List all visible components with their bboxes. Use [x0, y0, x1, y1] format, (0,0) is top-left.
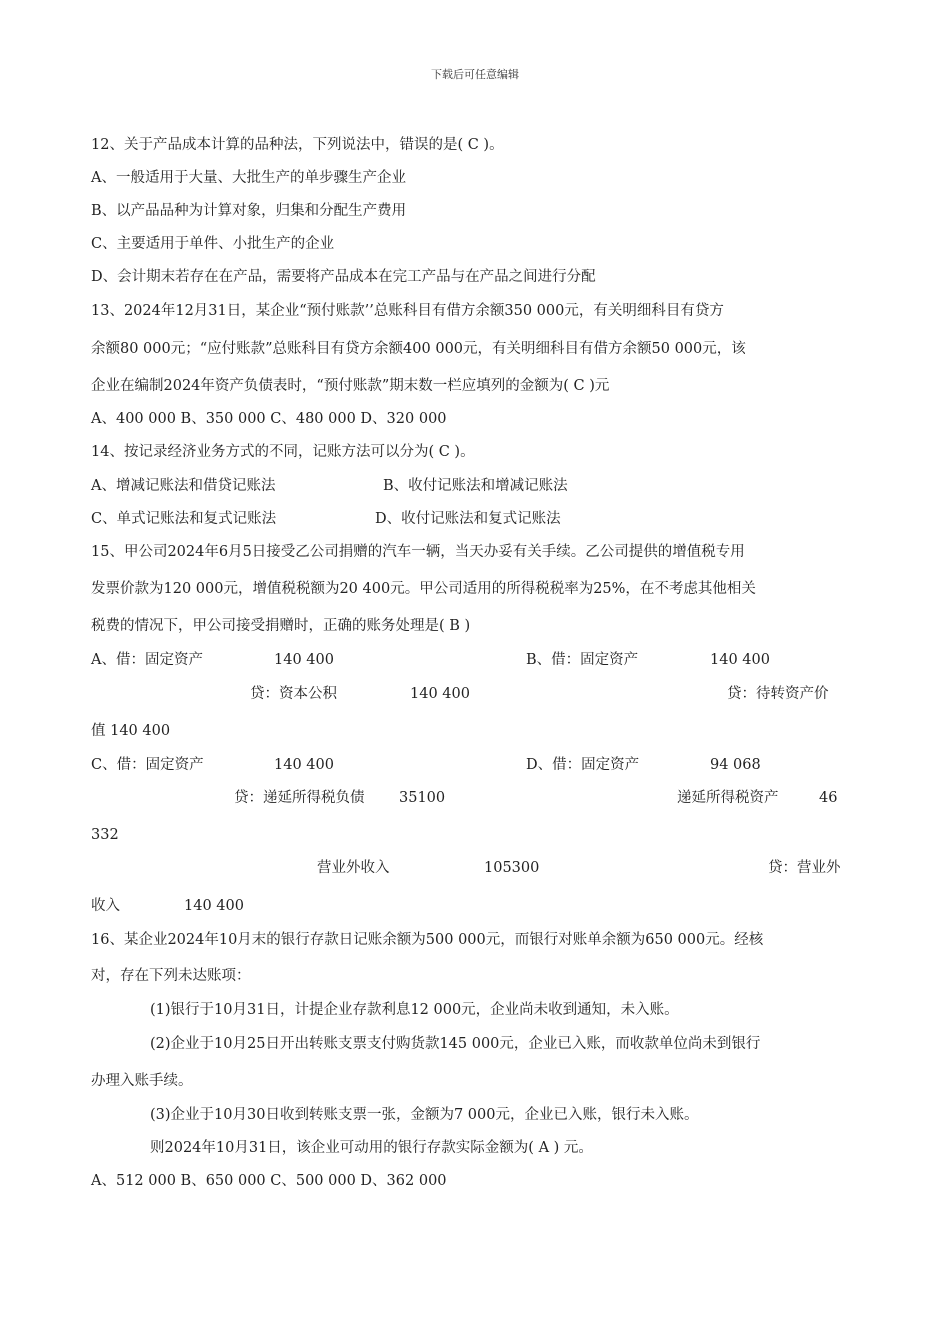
option-d-debit-amount: 94 068: [710, 757, 761, 773]
option-d-credit-2-amount: 140 400: [184, 898, 244, 914]
option-c-credit-amount: 35100: [399, 790, 446, 806]
question-13-line-2: 余额80 000元；“应付账款”总账科目有贷方余额400 000元，有关明细科目有借方余额50 000元，该: [91, 341, 746, 357]
question-16-item-2-continued: 办理入账手续。: [91, 1073, 193, 1089]
question-14-option-c: C、单式记账法和复式记账法: [91, 511, 277, 527]
question-12-stem: 12、关于产品成本计算的品种法，下列说法中，错误的是( C )。: [91, 137, 504, 153]
question-16-item-1: (1)银行于10月31日，计提企业存款利息12 000元，企业尚未收到通知，未入账。: [150, 1002, 679, 1018]
question-14-option-d: D、收付记账法和复式记账法: [375, 511, 561, 527]
question-12-option-d: D、会计期末若存在在产品，需要将产品成本在完工产品与在产品之间进行分配: [91, 269, 596, 285]
option-b-debit-label: B、借：固定资产: [526, 652, 639, 668]
question-16-line-1: 16、某企业2024年10月末的银行存款日记账余额为500 000元，而银行对账单余额为650 000元。经核: [91, 932, 764, 948]
question-15-line-2: 发票价款为120 000元，增值税税额为20 400元。甲公司适用的所得税税率为25%，在不考虑其他相关: [91, 581, 756, 597]
option-a-credit-label: 贷：资本公积: [250, 686, 337, 702]
question-15-line-1: 15、甲公司2024年6月5日接受乙公司捐赠的汽车一辆，当天办妥有关手续。乙公司提供的增值税专用: [91, 544, 745, 560]
question-12-option-c: C、主要适用于单件、小批生产的企业: [91, 236, 335, 252]
option-c-credit-2-amount: 105300: [484, 860, 540, 876]
question-14-option-b: B、收付记账法和增减记账法: [383, 478, 568, 494]
question-16-item-2: (2)企业于10月25日开出转账支票支付购货款145 000元，企业已入账，而收款单位尚未到银行: [150, 1036, 761, 1052]
option-a-debit-label: A、借：固定资产: [91, 652, 203, 668]
option-a-credit-amount: 140 400: [410, 686, 470, 702]
option-d-credit-label: 递延所得税资产: [677, 790, 779, 806]
question-16-item-3: (3)企业于10月30日收到转账支票一张，金额为7 000元，企业已入账，银行未入账。: [150, 1107, 699, 1123]
option-d-credit-amount-continued: 332: [91, 827, 119, 843]
page-header: 下载后可任意编辑: [431, 68, 519, 81]
option-d-credit-2-label-continued: 收入: [91, 898, 120, 914]
option-c-credit-2-label: 营业外收入: [317, 860, 390, 876]
option-d-debit-label: D、借：固定资产: [526, 757, 640, 773]
option-c-credit-label: 贷：递延所得税负债: [234, 790, 365, 806]
option-b-credit-label: 贷：待转资产价: [727, 686, 829, 702]
option-b-debit-amount: 140 400: [710, 652, 770, 668]
question-13-line-1: 13、2024年12月31日，某企业“预付账款’’总账科目有借方余额350 000元，有关明细科目有贷方: [91, 303, 724, 319]
question-16-options: A、512 000 B、650 000 C、500 000 D、362 000: [91, 1173, 447, 1189]
question-14-stem: 14、按记录经济业务方式的不同，记账方法可以分为( C )。: [91, 444, 475, 460]
question-12-option-b: B、以产品品种为计算对象，归集和分配生产费用: [91, 203, 407, 219]
question-13-line-3: 企业在编制2024年资产负债表时，“预付账款”期末数一栏应填列的金额为( C )元: [91, 378, 610, 394]
question-15-line-3: 税费的情况下，甲公司接受捐赠时，正确的账务处理是( B ): [91, 618, 471, 634]
option-a-debit-amount: 140 400: [274, 652, 334, 668]
option-b-credit-continued: 值 140 400: [91, 723, 171, 739]
question-16-line-2: 对，存在下列未达账项：: [91, 968, 251, 984]
question-14-option-a: A、增减记账法和借贷记账法: [91, 478, 276, 494]
option-c-debit-amount: 140 400: [274, 757, 334, 773]
option-d-credit-2-label: 贷：营业外: [768, 860, 841, 876]
question-13-options: A、400 000 B、350 000 C、480 000 D、320 000: [91, 411, 447, 427]
option-c-debit-label: C、借：固定资产: [91, 757, 204, 773]
question-16-question: 则2024年10月31日，该企业可动用的银行存款实际金额为( A ) 元。: [150, 1140, 593, 1156]
question-12-option-a: A、一般适用于大量、大批生产的单步骤生产企业: [91, 170, 406, 186]
option-d-credit-amount: 46: [819, 790, 838, 806]
